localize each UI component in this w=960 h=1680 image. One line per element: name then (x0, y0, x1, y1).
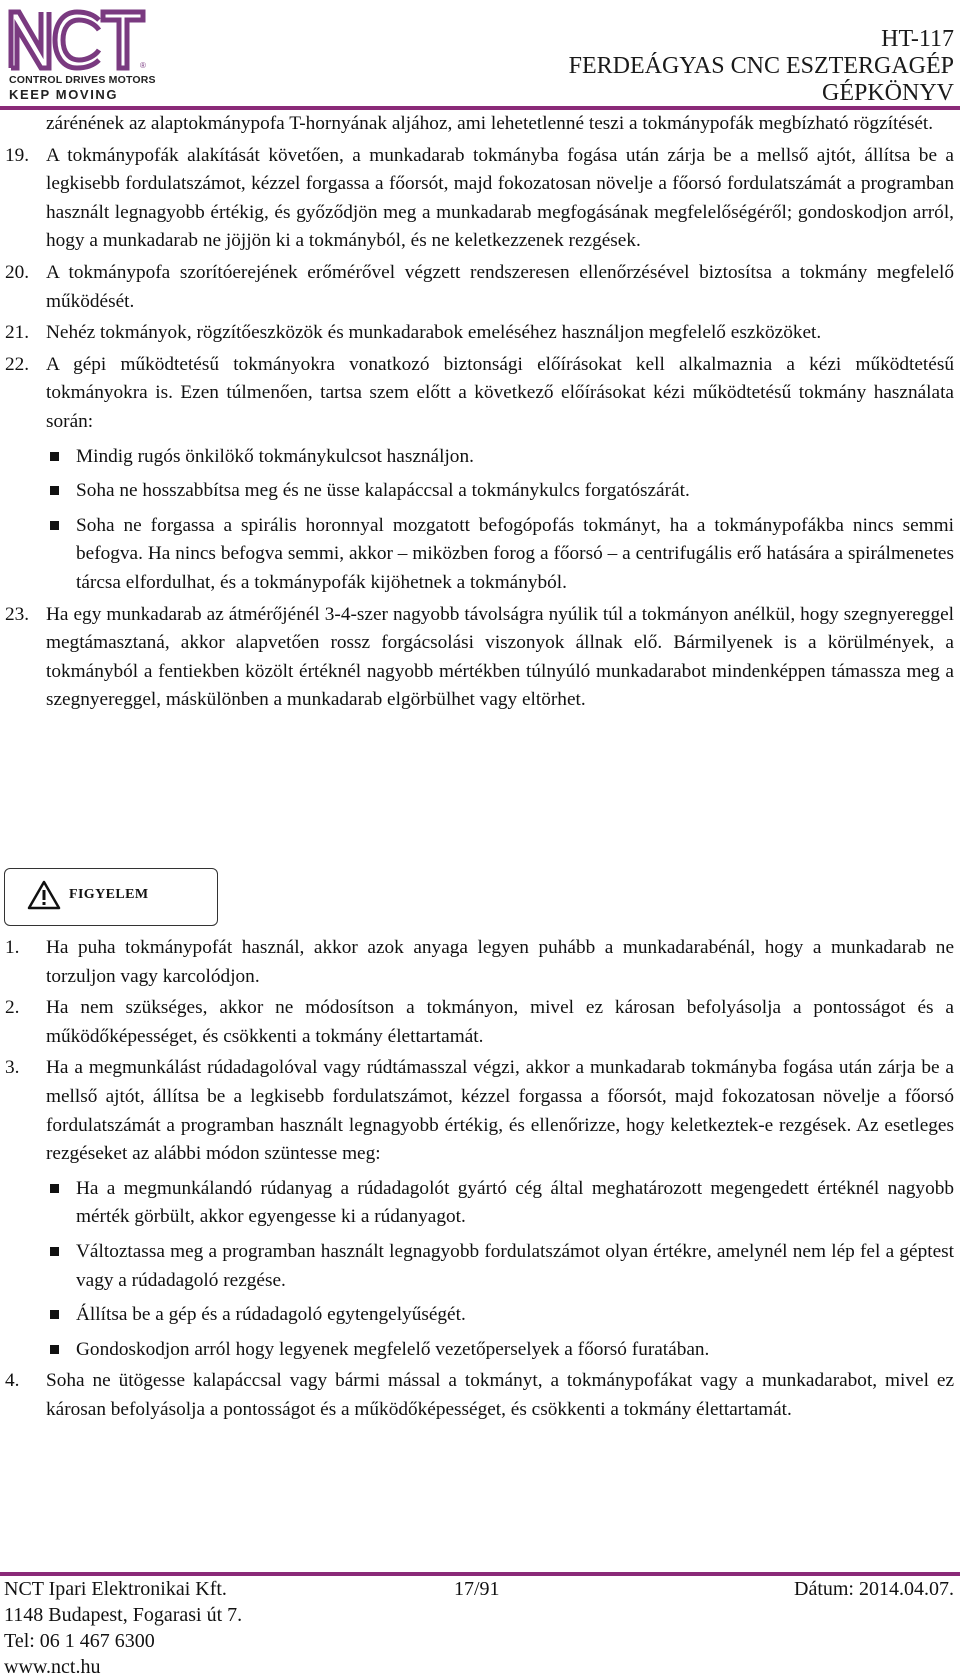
list-item (0, 319, 960, 348)
item-text: A tokmánypofák alakítását követően, a munkadarab tokmányba fogása után zárja be a mellső ajtót, állítsa be a legkisebb fordulatszámot, kézzel forgassa a főorsót, majd fokozatosan növelje a főorsó fordulatszámát a programban használt legnagyobb értékig, és győződjön meg a munkadarab megfogásának megfelelőségéről; gondoskodjon arról, hogy a munkadarab ne jöjjön ki a tokmányból, és ne keletkezzenek rezgések. (46, 144, 954, 252)
list-item (0, 259, 960, 316)
logo-slogan: KEEP MOVING (9, 87, 119, 102)
warning-content (0, 934, 960, 1425)
document-title-block (569, 26, 954, 107)
item-text: Ha a megmunkálást rúdadagolóval vagy rúdtámasszal végzi, akkor a munkadarab tokmányba fogása után zárja be a mellső ajtót, állítsa be a legkisebb fordulatszámot, kézzel forgassa a főorsót, majd fokozatosan növelje a főorsó fordulatszámát a programban használt legnagyobb értékig, és ellenőrizze, hogy keletkeztek-e rezgések. Az esetleges rezgéseket az alábbi módon szüntesse meg: (46, 1057, 954, 1165)
bullet-list (46, 1175, 954, 1365)
item-number: 3. (5, 1057, 20, 1079)
svg-text:®: ® (140, 61, 146, 70)
bullet-square-icon (50, 486, 59, 495)
item-text: Ha nem szükséges, akkor ne módosítson a tokmányon, mivel ez károsan befolyásolja a pontosságot és a működőképességet, és csökkenti a tokmány élettartamát. (46, 997, 954, 1047)
warning-triangle-icon (27, 880, 61, 910)
logo-tagline: CONTROL DRIVES MOTORS (9, 74, 156, 86)
bullet-square-icon (50, 1184, 59, 1193)
page-header (0, 0, 960, 112)
bullet-square-icon (50, 452, 59, 461)
item-text: A gépi működtetésű tokmányokra vonatkozó biztonsági előírásokat kell alkalmaznia a kézi működtetésű tokmányokra is. Ezen túlmenően, tartsa szem előtt a következő előírásokat kézi működtetésű tokmány használata során: (46, 353, 954, 432)
footer-phone: Tel: 06 1 467 6300 (4, 1630, 155, 1652)
item-text: Nehéz tokmányok, rögzítőeszközök és munkadarabok emeléséhez használjon megfelelő eszközöket. (46, 322, 822, 344)
nct-logo (7, 6, 157, 100)
item-number: 4. (5, 1370, 20, 1392)
bullet-square-icon (50, 1345, 59, 1354)
list-item (0, 142, 960, 256)
item-text: Ha puha tokmánypofát használ, akkor azok anyaga legyen puhább a munkadarabénál, hogy a munkadarab ne torzuljon vagy karcolódjon. (46, 937, 954, 987)
doc-subtitle: GÉPKÖNYV (822, 80, 954, 106)
item-number: 23. (5, 603, 30, 625)
nct-logo-mark (7, 6, 147, 72)
main-content (0, 110, 960, 715)
warning-item (0, 1054, 960, 1364)
page-footer (4, 1576, 954, 1680)
bullet-item: Állítsa be a gép és a rúdadagoló egytengelyűségét. (46, 1301, 954, 1330)
footer-website: www.nct.hu (4, 1656, 101, 1678)
item-number: 19. (5, 144, 30, 166)
bullet-square-icon (50, 1310, 59, 1319)
footer-address: 1148 Budapest, Fogarasi út 7. (4, 1604, 243, 1626)
warning-item (0, 1367, 960, 1424)
warning-item (0, 994, 960, 1051)
bullet-item: Változtassa meg a programban használt legnagyobb fordulatszámot olyan értékre, amelynél nem lép fel a géptest vagy a rúdadagoló rezgése. (46, 1238, 954, 1295)
item-number: 21. (5, 322, 30, 344)
item-number: 2. (5, 997, 20, 1019)
bullet-item: Soha ne forgassa a spirális horonnyal mozgatott befogópofás tokmányt, ha a tokmánypofákba nincs semmi befogva. Ha nincs befogva semmi, akkor – miközben forog a főorsó – a centrifugális erő hatására a spirálmenetes tárcsa elfordulhat, és a tokmánypofák kijöhetnek a tokmányból. (46, 512, 954, 598)
doc-title: FERDEÁGYAS CNC ESZTERGAGÉP (568, 53, 954, 79)
bullet-item: Mindig rugós önkilökő tokmánykulcsot használjon. (46, 443, 954, 472)
item-number: 22. (5, 353, 30, 375)
warning-label: FIGYELEM (69, 887, 149, 902)
item-text: Soha ne ütögesse kalapáccsal vagy bármi mással a tokmányt, a tokmánypofákat vagy a munkadarabot, mivel ez károsan befolyásolja a pontosságot és a működőképességet, és csökkenti a tokmány élettartamát. (46, 1370, 954, 1420)
item-text: Ha egy munkadarab az átmérőjénél 3-4-szer nagyobb távolságra nyúlik túl a tokmányon anélkül, hogy szegnyereggel megtámasztaná, akkor alapvetően rossz forgácsolási viszonyok állnak elő. Bármilyenek is a körülmények, a tokmányból a fentiekben közölt értéknél nagyobb mértékben túlnyúló munkadarabot mindenképpen támassza meg a szegnyereggel, máskülönben a munkadarab elgörbülhet vagy eltörhet. (46, 603, 954, 711)
warning-box (4, 868, 218, 926)
warning-item (0, 934, 960, 991)
footer-company: NCT Ipari Elektronikai Kft. (4, 1578, 227, 1600)
footer-date: Dátum: 2014.04.07. (794, 1578, 954, 1600)
item-text: A tokmánypofa szorítóerejének erőmérővel végzett rendszeresen ellenőrzésével biztosítsa a tokmány megfelelő működését. (46, 261, 954, 312)
doc-code: HT-117 (881, 26, 954, 52)
item-number: 1. (5, 937, 20, 958)
item-number: 20. (5, 261, 30, 283)
list-item (0, 601, 960, 715)
page-number: 17/91 (454, 1578, 500, 1600)
bullet-item: Soha ne hosszabbítsa meg és ne üsse kalapáccsal a tokmánykulcs forgatószárát. (46, 477, 954, 506)
bullet-item: Ha a megmunkálandó rúdanyag a rúdadagolót gyártó cég által meghatározott megengedett értéknél nagyobb mérték görbült, akkor egyengesse ki a rúdanyagot. (46, 1175, 954, 1232)
bullet-list (46, 443, 954, 598)
bullet-square-icon (50, 1247, 59, 1256)
bullet-item: Gondoskodjon arról hogy legyenek megfelelő vezetőperselyek a főorsó furatában. (46, 1336, 954, 1365)
list-item (0, 351, 960, 598)
continuation-paragraph: zárénének az alaptokmánypofa T-hornyának aljához, ami lehetetlenné teszi a tokmánypofák megbízható rögzítését. (46, 113, 934, 134)
bullet-square-icon (50, 521, 59, 530)
